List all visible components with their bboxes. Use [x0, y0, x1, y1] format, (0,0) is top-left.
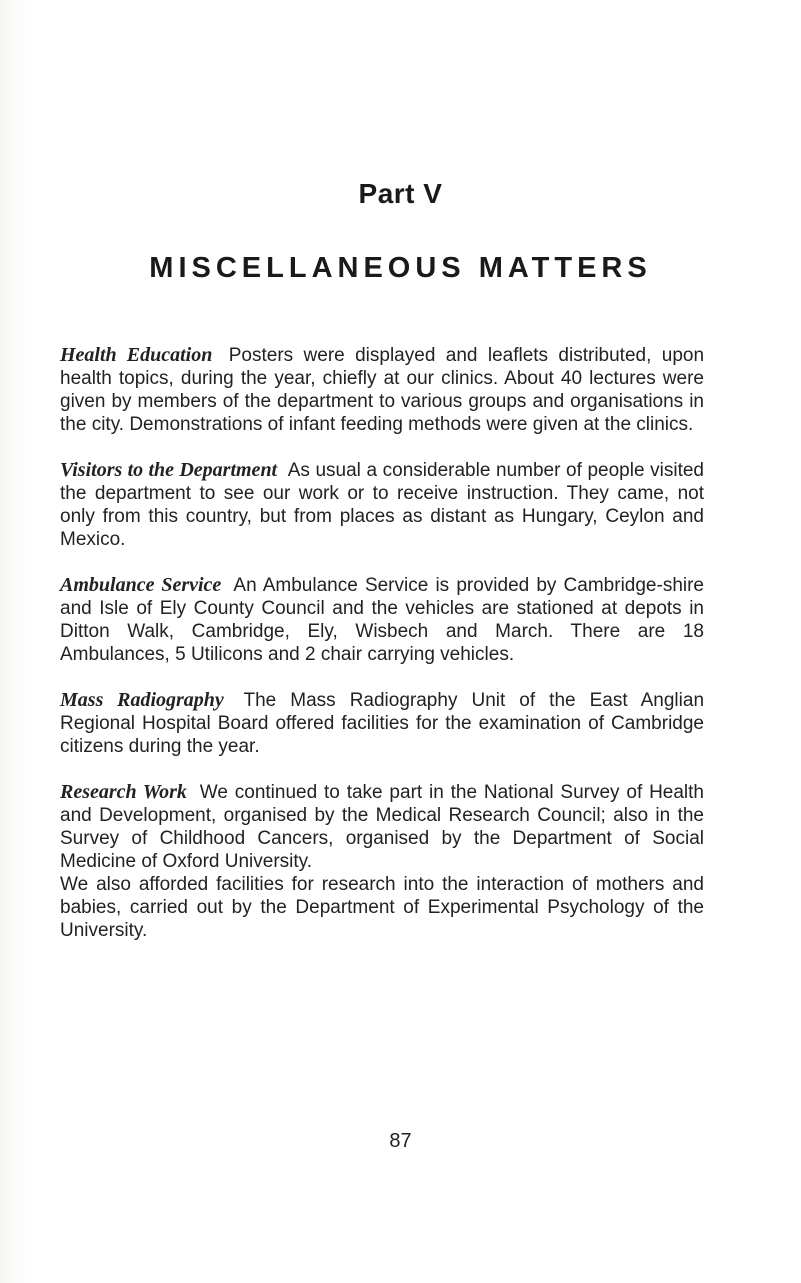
paragraph-text: As usual a considerable number of people visited the department to see our work or to receive instruction. They came, not only from this country, but from places as distant as Hungary, Ceylon and Mexico.: [60, 460, 704, 550]
part-title: Part V: [358, 178, 443, 209]
paragraph-text: An Ambulance Service is provided by Cambridge-shire and Isle of Ely County Council and the vehicles are stationed at depots in Ditton Walk, Cambridge, Ely, Wisbech and March. There are 18 Ambulances, 5 Utilicons and 2 chair carrying vehicles.: [60, 575, 704, 665]
section-title: MISCELLANEOUS MATTERS: [149, 252, 652, 284]
paragraph-research-continuation: We also afforded facilities for research into the interaction of mothers and babies, carried out by the Department of Experimental Psychology of the University.: [60, 874, 704, 941]
paragraph-visitors: [60, 459, 704, 551]
paragraph-research-work: [60, 781, 704, 873]
paragraph-text: Posters were displayed and leaflets distributed, upon health topics, during the year, chiefly at our clinics. About 40 lectures were given by members of the department to various groups and organisations in the city. Demonstrations of infant feeding methods were given at the clinics.: [60, 345, 705, 435]
paragraph-text: The Mass Radiography Unit of the East Anglian Regional Hospital Board offered facilities for the examination of Cambridge citizens during the year.: [60, 690, 705, 757]
paragraph-health-education: [60, 344, 704, 436]
page-number: 87: [389, 1130, 412, 1152]
paragraph-heading: Ambulance Service: [60, 574, 222, 596]
paragraph-heading: Visitors to the Department: [60, 459, 278, 481]
paragraph-heading: Mass Radiography: [60, 689, 224, 711]
paragraph-text: We continued to take part in the National Survey of Health and Development, organised by the Medical Research Council; also in the Survey of Childhood Cancers, organised by the Department of Social Medicine of Oxford University.: [60, 782, 704, 872]
paragraph-heading: Health Education: [60, 344, 213, 366]
paragraph-mass-radiography: [60, 689, 704, 758]
body-content: [60, 344, 704, 942]
paragraph-ambulance-service: [60, 574, 704, 666]
paragraph-heading: Research Work: [60, 781, 187, 803]
